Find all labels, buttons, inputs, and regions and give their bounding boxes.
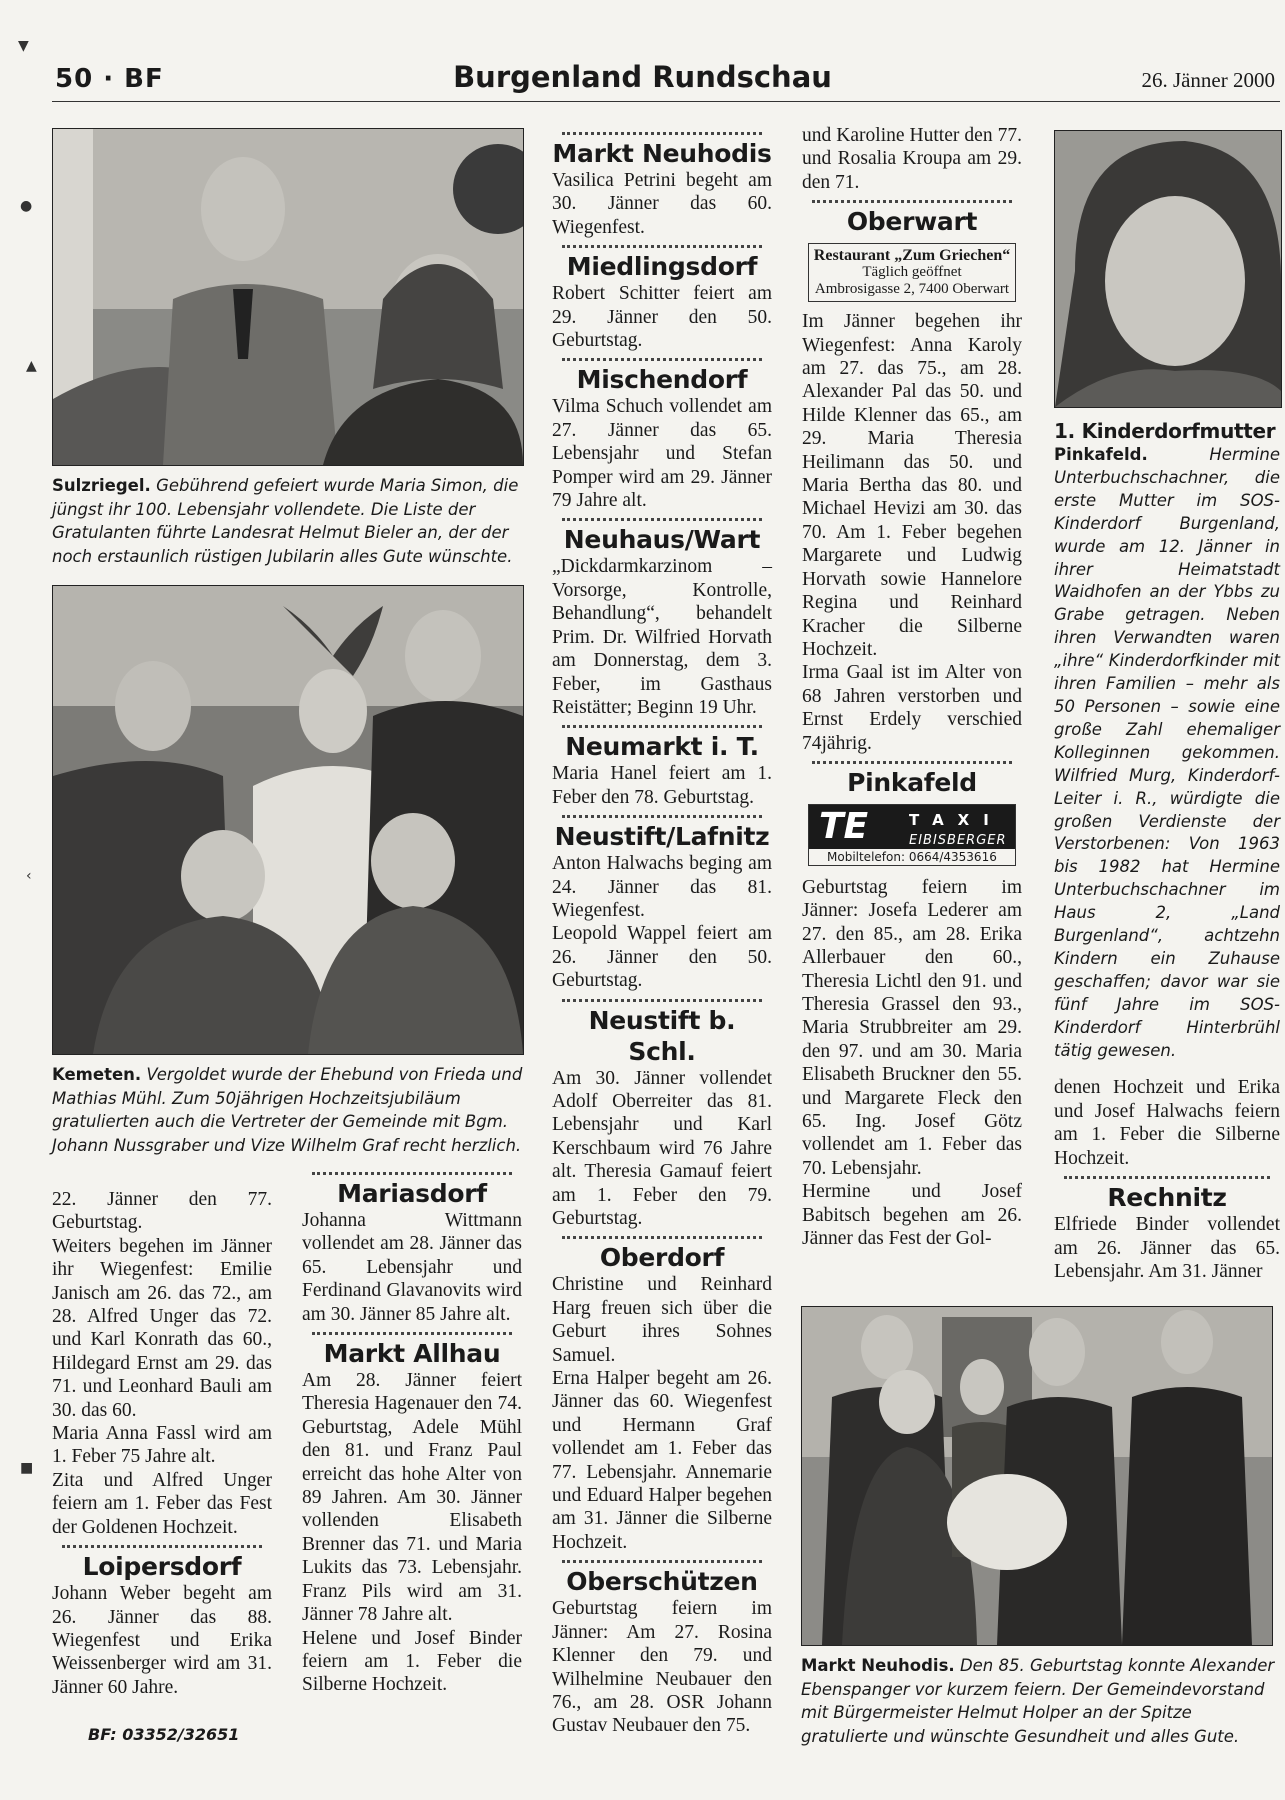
section-divider — [812, 761, 1012, 764]
paragraph: 22. Jänner den 77. Geburtstag. — [52, 1189, 272, 1234]
column-1 — [52, 1188, 272, 1699]
caption-place: Sulzriegel. — [52, 476, 151, 495]
ad-line: Restaurant „Zum Griechen“ — [813, 247, 1011, 265]
section-divider — [1064, 1176, 1270, 1179]
section-divider — [562, 725, 762, 728]
column-3 — [552, 132, 772, 1738]
column-5-body — [1054, 1076, 1280, 1283]
kinderdorfmutter-heading: 1. Kinderdorfmutter — [1054, 419, 1276, 443]
paragraph: Johanna Wittmann vollendet am 28. Jänner das 65. Lebensjahr und Ferdinand Glavanovits wird am 30. Jänner 85 Jahre alt. — [302, 1210, 522, 1325]
taxi-label: TAXI — [909, 810, 1003, 829]
section-divider — [562, 999, 762, 1002]
paragraph: Erna Halper begeht am 26. Jänner das 60. Wiegenfest und Hermann Graf vollendet am 1. Feber das 77. Lebensjahr. Annemarie und Eduard Halper begehen am 31. Jänner die Silberne Hochzeit. — [552, 1368, 772, 1553]
column-2 — [302, 1172, 522, 1697]
caption-sulzriegel — [52, 474, 524, 568]
caption-text: Hermine Unterbuchschachner, die erste Mutter im SOS-Kinderdorf Burgenland, wurde am 12. Jänner in ihrer Heimatstadt Waidhofen an der Ybbs zu Grabe getragen. Neben ihren Verwandten waren „ihre“ Kinderdorfkinder mit ihren Familien – mehr als 50 Personen – sowie eine große Zahl ehemaliger Kolleginnen gekommen. Wilfried Murg, Kinderdorf-Leiter i. R., würdigte die großen Verdienste der Verstorbenen: Von 1963 bis 1982 hat Hermine Unterbuchschachner im Haus 2, „Land Burgenland“, achtzehn Kindern ein Zuhause geschaffen; davor war sie fünf Jahre im SOS-Kinderdorf Hinterbrühl tätig gewesen. — [1054, 445, 1280, 1060]
section-heading-mariasdorf: Mariasdorf — [337, 1179, 487, 1208]
section-heading-oberschuetzen: Oberschützen — [566, 1567, 758, 1597]
paragraph: Hermine und Josef Babitsch begehen am 26. Jänner das Fest der Gol- — [802, 1181, 1022, 1250]
section-heading-loipersdorf: Loipersdorf — [82, 1552, 242, 1582]
caption-place: Kemeten. — [52, 1065, 142, 1084]
section-heading-markt-neuhodis: Markt Neuhodis — [552, 139, 772, 168]
margin-mark: ‹ — [26, 868, 32, 884]
taxi-logo: TE — [819, 805, 869, 847]
paragraph: Geburtstag feiern im Jänner: Josefa Lederer am 27. den 85., am 28. Erika Allerbauer den 60., Theresia Lichtl den 91. und Theresia Grassel den 93., Maria Strubbreiter am 29. den 97. und am 30. Maria Elisabeth Bruckner den 55. und Margarete Fleck den 65. Ing. Josef Götz vollendet am 1. Feber das 70. Lebensjahr. — [802, 876, 1022, 1179]
section-heading-neustift-lafnitz: Neustift/Lafnitz — [554, 822, 770, 852]
section-heading-rechnitz: Rechnitz — [1107, 1183, 1227, 1213]
margin-mark: ■ — [20, 1460, 34, 1476]
paragraph: Elfriede Binder vollendet am 26. Jänner das 65. Lebensjahr. Am 31. Jänner — [1054, 1214, 1280, 1282]
caption-kemeten — [52, 1063, 524, 1157]
section-heading-neustift-schl: Neustift b. Schl. — [588, 1005, 736, 1066]
section-divider — [312, 1172, 512, 1175]
section-divider — [562, 358, 762, 361]
caption-place: Pinkafeld. — [1054, 445, 1148, 464]
section-divider — [62, 1545, 262, 1548]
photo-kinderdorfmutter — [1054, 130, 1282, 408]
section-heading-neuhaus-wart: Neuhaus/Wart — [563, 525, 761, 555]
paragraph: denen Hochzeit und Erika und Josef Halwachs feiern am 1. Feber die Silberne Hochzeit. — [1054, 1077, 1280, 1169]
caption-markt-neuhodis — [801, 1654, 1277, 1748]
paragraph: Maria Anna Fassl wird am 1. Feber 75 Jahre alt. — [52, 1423, 272, 1468]
paragraph: Leopold Wappel feiert am 26. Jänner den 50. Geburtstag. — [552, 923, 772, 992]
paragraph: Im Jänner begehen ihr Wiegenfest: Anna Karoly am 27. das 75., am 28. Alexander Pal das 50. und Hilde Klenner das 65., am 29. Maria Theresia Heilimann das 50. und Maria Bertha das 80. und Michael Hevizi am 30. das 70. Am 1. Feber begehen Margarete und Ludwig Horvath sowie Hannelore Regina und Reinhard Kracher die Silberne Hochzeit. — [802, 311, 1022, 660]
paragraph: Vasilica Petrini begeht am 30. Jänner das 60. Wiegenfest. — [552, 170, 772, 238]
restaurant-ad — [808, 243, 1016, 302]
section-divider — [312, 1332, 512, 1335]
paragraph: Robert Schitter feiert am 29. Jänner den 50. Geburtstag. — [552, 283, 772, 352]
paragraph: Am 30. Jänner vollendet Adolf Oberreiter das 81. Lebensjahr und Karl Kerschbaum wird 76 Jahre alt. Theresia Gamauf feiert am 1. Feber den 79. Geburtstag. — [552, 1067, 772, 1229]
column-4 — [802, 124, 1022, 1250]
newspaper-title: Burgenland Rundschau — [453, 60, 832, 94]
caption-place: Markt Neuhodis. — [801, 1656, 955, 1675]
paragraph: Am 28. Jänner feiert Theresia Hagenauer den 74. Geburtstag, Adele Mühl den 81. und Franz Paul erreicht das hohe Alter von 89 Jahren. Am 30. Jänner vollenden Elisabeth Brenner das 71. und Maria Lukits das 73. Lebensjahr. Franz Pils wird am 31. Jänner 78 Jahre alt. — [302, 1370, 522, 1626]
ad-line: Täglich geöffnet — [862, 264, 962, 281]
section-divider — [562, 815, 762, 818]
issue-date: 26. Jänner 2000 — [1141, 68, 1275, 92]
paragraph: Maria Hanel feiert am 1. Feber den 78. Geburtstag. — [552, 763, 772, 808]
section-divider — [562, 1560, 762, 1563]
section-divider — [562, 518, 762, 521]
photo-sulzriegel — [52, 128, 524, 466]
section-heading-oberwart: Oberwart — [846, 207, 978, 237]
taxi-name: EIBISBERGER — [909, 832, 1007, 848]
margin-mark: ● — [20, 198, 33, 214]
paragraph: Geburtstag feiern im Jänner: Am 27. Rosina Klenner den 79. und Wilhelmine Neubauer den 76., am 28. OSR Johann Gustav Neubauer den 75. — [552, 1598, 772, 1737]
paragraph: „Dickdarmkarzinom – Vorsorge, Kontrolle, Behandlung“, behandelt Prim. Dr. Wilfried Horvath am Donnerstag, dem 3. Feber, im Gasthaus Reistätter; Beginn 19 Uhr. — [552, 556, 772, 718]
paragraph: Vilma Schuch vollendet am 27. Jänner das 65. Lebensjahr und Stefan Pomper wird am 29. Jänner 79 Jahre alt. — [552, 396, 772, 512]
photo-markt-neuhodis — [801, 1306, 1273, 1646]
caption-text: Vergoldet wurde der Ehebund von Frieda und Mathias Mühl. Zum 50jährigen Hochzeitsjubiläum gratulierten auch die Vertreter der Gemeinde mit Bgm. Johann Nussgraber und Vize Wilhelm Graf recht herzlich. — [52, 1065, 523, 1155]
paragraph: Anton Halwachs beging am 24. Jänner das 81. Wiegenfest. — [552, 853, 772, 921]
caption-text: Gebührend gefeiert wurde Maria Simon, die jüngst ihr 100. Lebensjahr vollendete. Die Liste der Gratulanten führte Landesrat Helmut Bieler an, der der noch erstaunlich rüstigen Jubilarin alles Gute wünschte. — [52, 476, 519, 566]
paragraph: Irma Gaal ist im Alter von 68 Jahren verstorben und Ernst Erdely verschied 74jährig. — [802, 662, 1022, 754]
section-divider — [812, 200, 1012, 203]
section-divider — [562, 1236, 762, 1239]
section-heading-neumarkt: Neumarkt i. T. — [565, 732, 759, 762]
paragraph: Christine und Reinhard Harg freuen sich über die Geburt ihres Sohnes Samuel. — [552, 1274, 772, 1366]
paragraph: Johann Weber begeht am 26. Jänner das 88. Wiegenfest und Erika Weissenberger wird am 31. Jänner 60 Jahre. — [52, 1583, 272, 1698]
paragraph: und Karoline Hutter den 77. und Rosalia Kroupa am 29. den 71. — [802, 125, 1022, 193]
taxi-ad — [808, 804, 1016, 866]
ad-line: Ambrosigasse 2, 7400 Oberwart — [814, 281, 1010, 298]
section-heading-oberdorf: Oberdorf — [599, 1243, 725, 1273]
section-heading-markt-allhau: Markt Allhau — [323, 1339, 501, 1369]
taxi-phone: Mobiltelefon: 0664/4353616 — [827, 849, 997, 864]
section-heading-miedlingsdorf: Miedlingsdorf — [566, 252, 758, 282]
margin-mark: ▼ — [18, 38, 29, 54]
paragraph: Helene und Josef Binder feiern am 1. Feber die Silberne Hochzeit. — [302, 1627, 522, 1696]
section-heading-pinkafeld: Pinkafeld — [847, 767, 977, 797]
paragraph: Zita und Alfred Unger feiern am 1. Feber das Fest der Goldenen Hochzeit. — [52, 1469, 272, 1538]
header-rule — [52, 101, 1280, 102]
footer-phone: BF: 03352/32651 — [88, 1725, 240, 1744]
photo-kemeten — [52, 585, 524, 1055]
margin-mark: ▲ — [26, 358, 37, 374]
page-number: 50 · BF — [55, 64, 164, 94]
section-heading-mischendorf: Mischendorf — [576, 365, 748, 395]
caption-text: Den 85. Geburtstag konnte Alexander Ebenspanger vor kurzem feiern. Der Gemeindevorstand mit Bürgermeister Helmut Holper an der Spitze gratulierte und wünschte Gesundheit und alles Gute. — [801, 1656, 1275, 1746]
kinderdorfmutter-text — [1054, 444, 1280, 1062]
column-5 — [1054, 418, 1280, 1283]
paragraph: Weiters begehen im Jänner ihr Wiegenfest: Emilie Janisch am 26. das 72., am 28. Alfred Unger das 72. und Karl Konrath das 60., Hildegard Ernst am 29. das 71. und Leonhard Bauli am 30. das 60. — [52, 1235, 272, 1421]
section-divider — [562, 245, 762, 248]
section-divider — [562, 132, 762, 135]
